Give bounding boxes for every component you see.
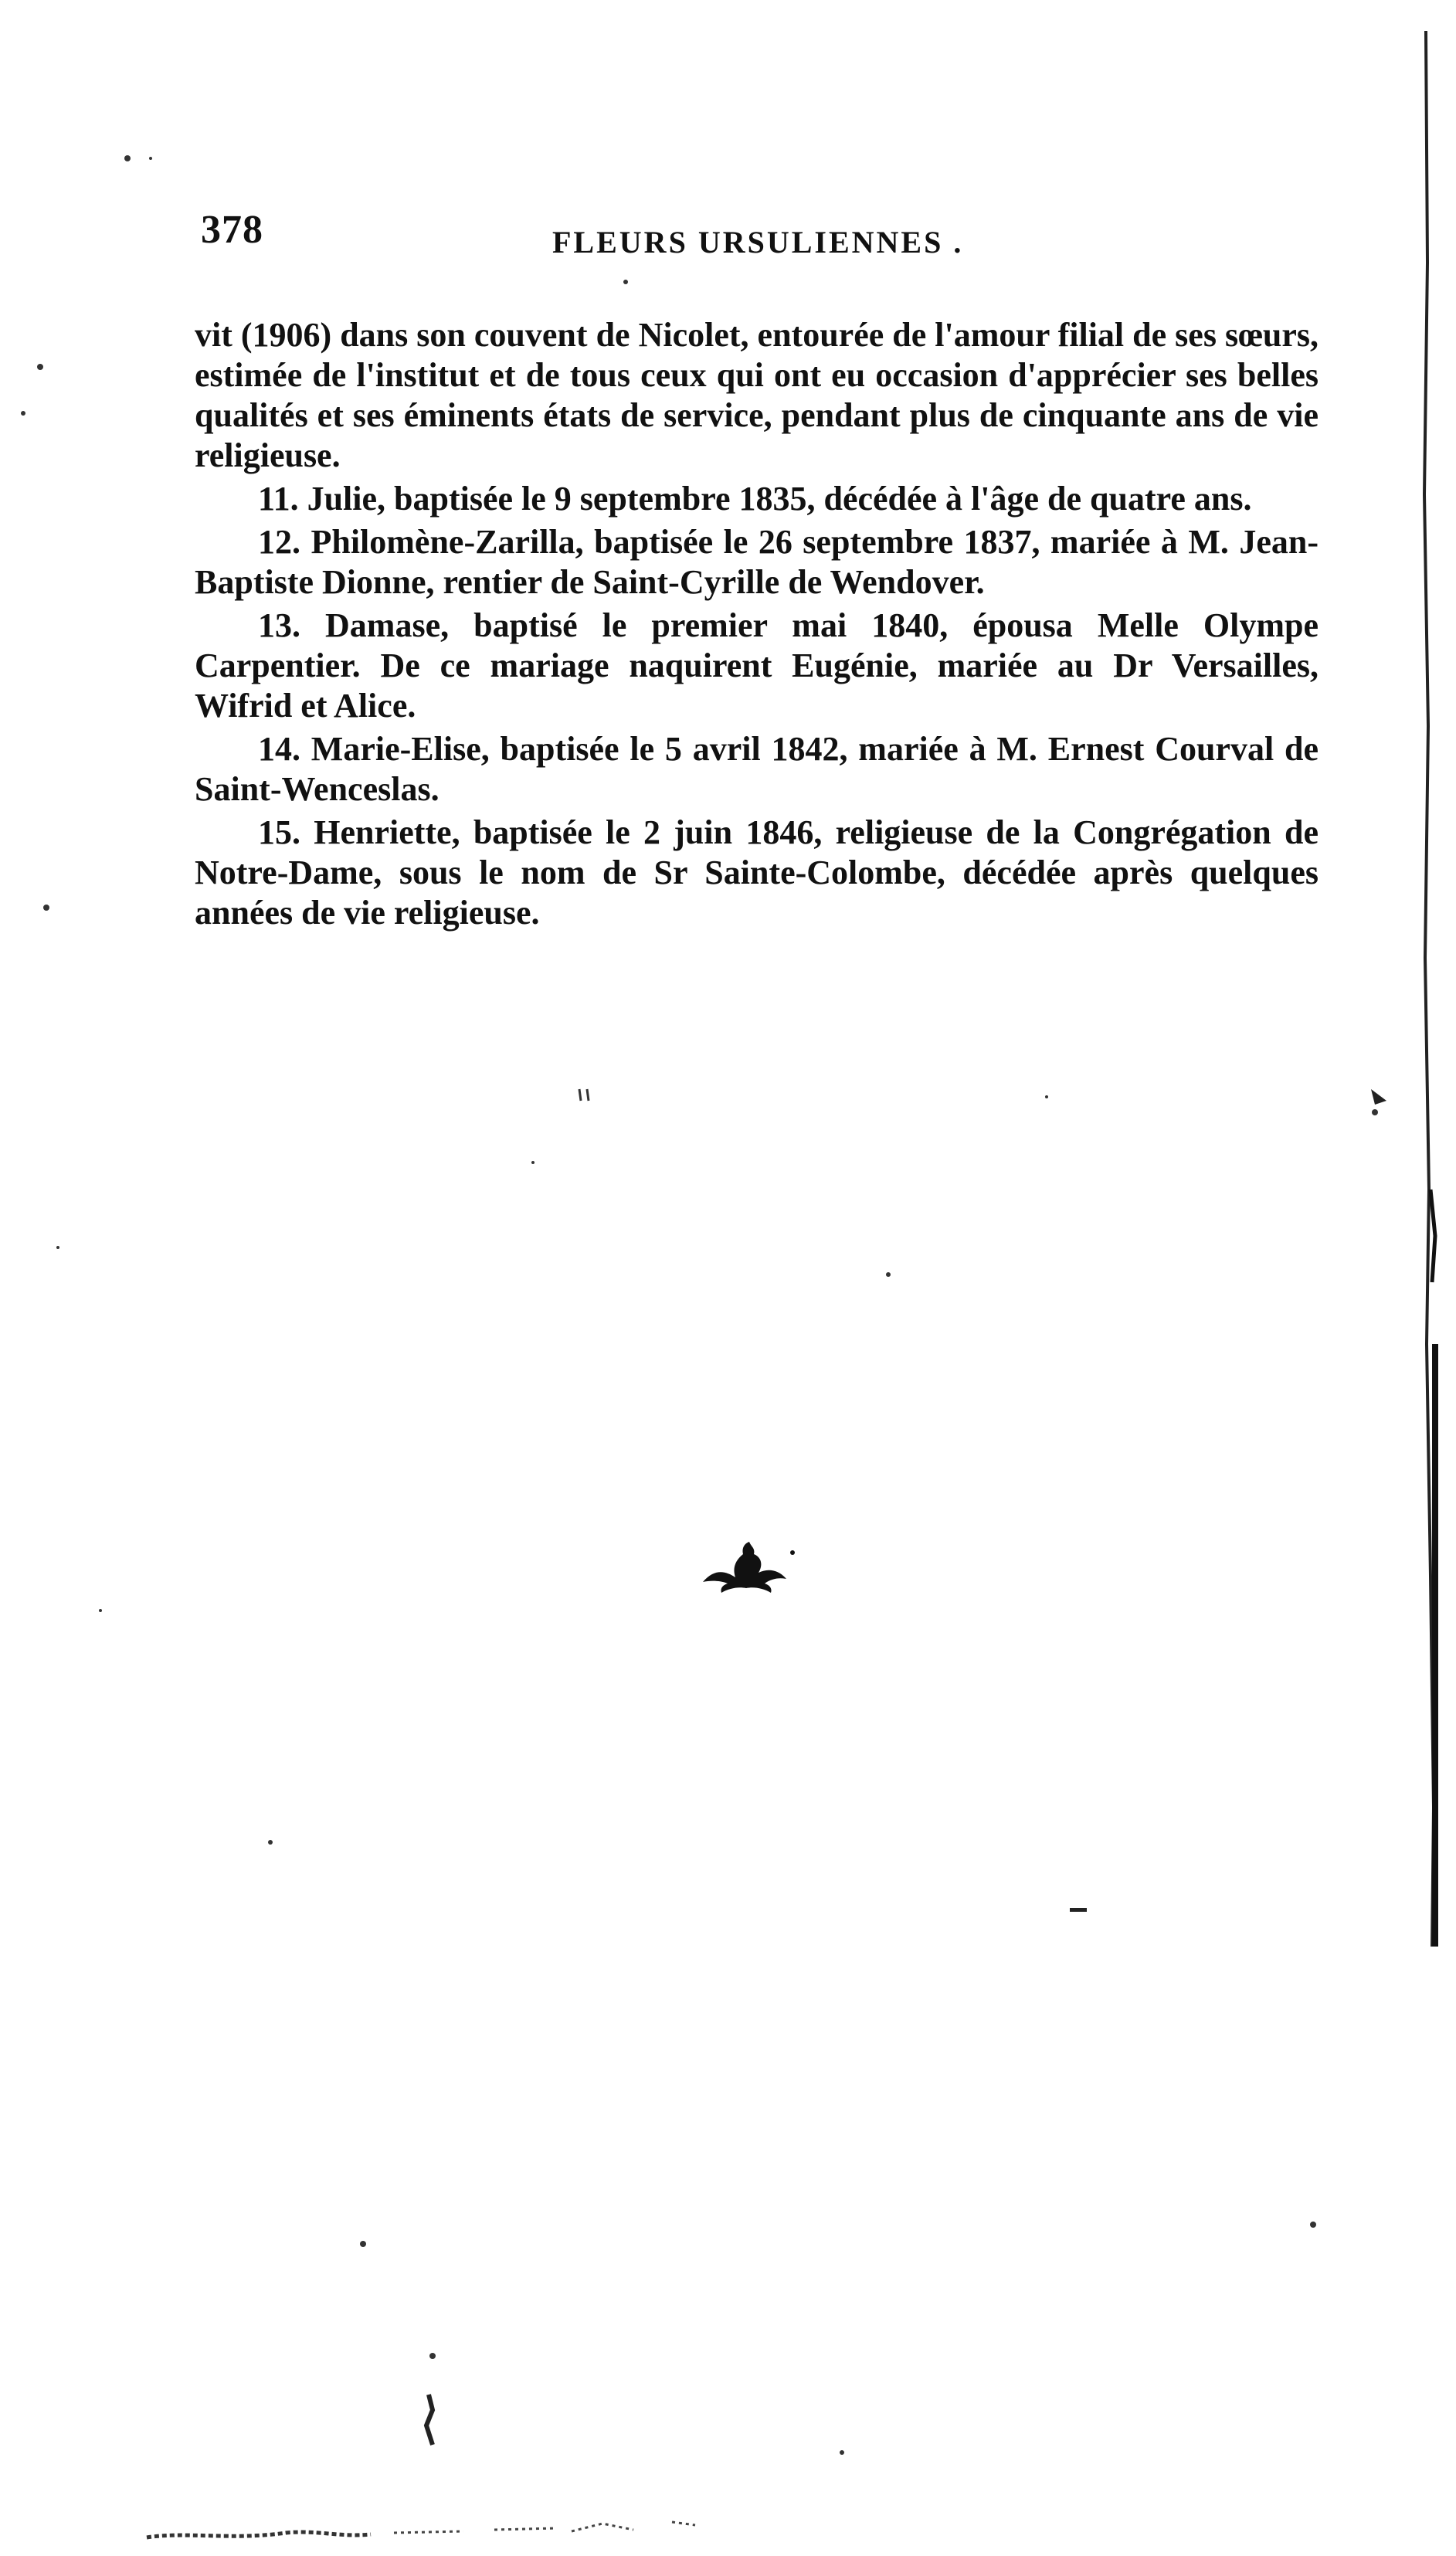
page-edge-shadow [1420, 31, 1443, 1947]
page-number: 378 [201, 208, 263, 252]
scan-smudge [139, 2514, 726, 2545]
entry-13: 13. Damase, baptisé le premier mai 1840, épousa Melle Olympe Carpentier. De ce mariage naquirent Eugénie, mariée au Dr Versailles, Wifrid et Alice. [195, 606, 1319, 725]
running-head: FLEURS URSULIENNES . [552, 225, 964, 260]
entry-15: 15. Henriette, baptisée le 2 juin 1846, religieuse de la Congrégation de Notre-Dame, sous le nom de Sr Sainte-Colombe, décédée après quelques années de vie religieuse. [195, 813, 1319, 932]
continued-paragraph: vit (1906) dans son couvent de Nicolet, entourée de l'amour filial de ses sœurs, estimée de l'institut et de tous ceux qui ont eu occasion d'apprécier ses belles qualités et ses éminents états de service, pendant plus de cinquante ans de vie religieuse. [195, 316, 1319, 474]
entry-11: 11. Julie, baptisée le 9 septembre 1835, décédée à l'âge de quatre ans. [258, 480, 1252, 518]
floral-fleuron-icon [695, 1537, 796, 1599]
entry-14: 14. Marie-Elise, baptisée le 5 avril 1842, mariée à M. Ernest Courval de Saint-Wenceslas. [195, 730, 1319, 808]
body-text [195, 315, 1319, 936]
entry-12: 12. Philomène-Zarilla, baptisée le 26 septembre 1837, mariée à M. Jean-Baptiste Dionne, rentier de Saint-Cyrille de Wendover. [195, 523, 1319, 601]
